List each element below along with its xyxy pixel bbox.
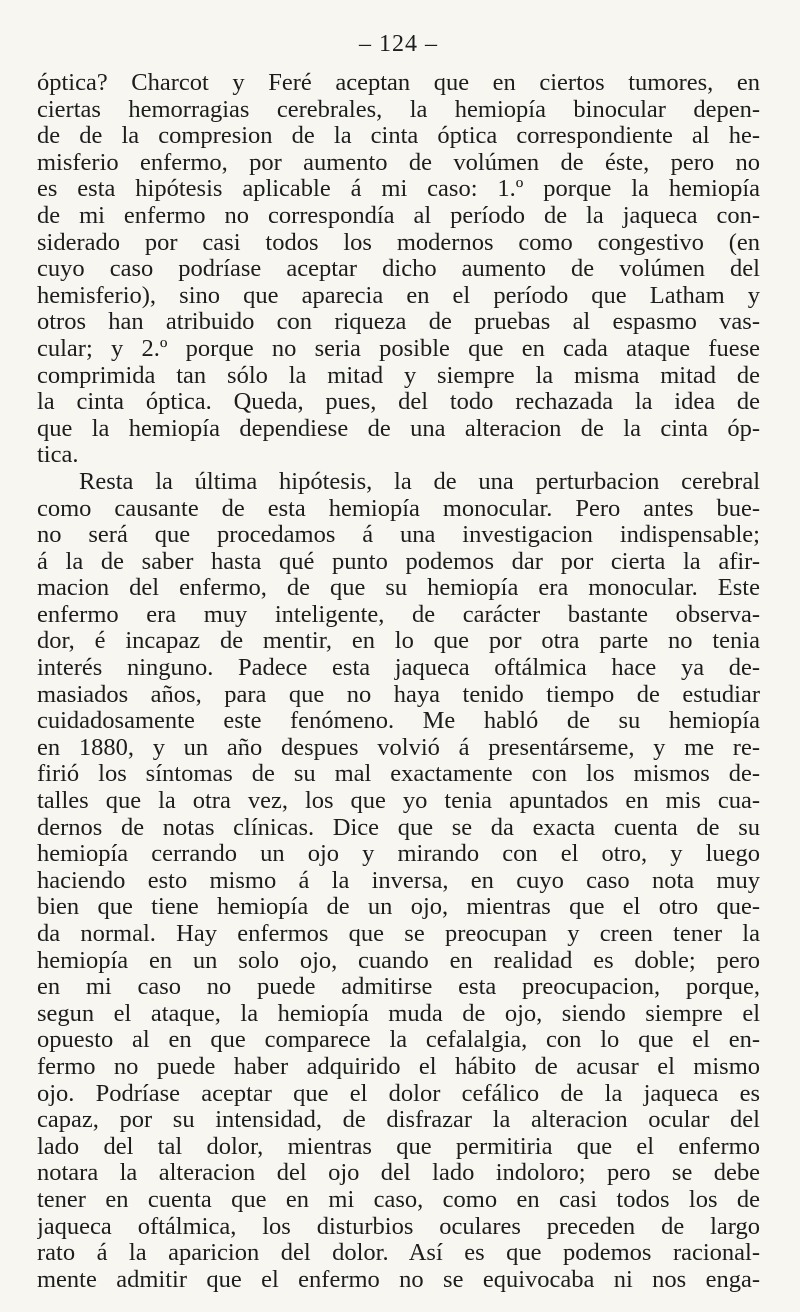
text-line: comprimida tan sólo la mitad y siempre la misma mitad de: [37, 362, 760, 389]
text-line: cular; y 2.º porque no seria posible que en cada ataque fuese: [37, 335, 760, 362]
text-line: rato á la aparicion del dolor. Así es que podemos racional-: [37, 1240, 760, 1267]
text-line: talles que la otra vez, los que yo tenia apuntados en mis cua-: [37, 788, 760, 815]
text-line: de mi enfermo no correspondía al período de la jaqueca con-: [37, 202, 760, 229]
text-line: Resta la última hipótesis, la de una perturbacion cerebral: [79, 468, 760, 495]
text-line: de de la compresion de la cinta óptica correspondiente al he-: [37, 123, 760, 150]
text-line: masiados años, para que no haya tenido tiempo de estudiar: [37, 681, 760, 708]
text-line: óptica? Charcot y Feré aceptan que en ciertos tumores, en: [37, 70, 760, 96]
text-line: la cinta óptica. Queda, pues, del todo rechazada la idea de: [37, 389, 760, 416]
text-line: siderado por casi todos los modernos como congestivo (en: [37, 229, 760, 256]
text-line: notara la alteracion del ojo del lado indoloro; pero se debe: [37, 1160, 760, 1187]
text-line: es esta hipótesis aplicable á mi caso: 1.º porque la hemiopía: [37, 176, 760, 203]
text-line: otros han atribuido con riqueza de pruebas al espasmo vas-: [37, 309, 760, 336]
text-line: bien que tiene hemiopía de un ojo, mientras que el otro que-: [37, 894, 760, 921]
text-line: dor, é incapaz de mentir, en lo que por otra parte no tenia: [37, 628, 760, 655]
text-line: cuyo caso podríase aceptar dicho aumento de volúmen del: [37, 256, 760, 283]
text-line: firió los síntomas de su mal exactamente con los mismos de-: [37, 761, 760, 788]
text-line: en mi caso no puede admitirse esta preocupacion, porque,: [37, 974, 760, 1001]
text-line: capaz, por su intensidad, de disfrazar la alteracion ocular del: [37, 1107, 760, 1134]
text-line: macion del enfermo, de que su hemiopía era monocular. Este: [37, 575, 760, 602]
text-line: opuesto al en que comparece la cefalalgia, con lo que el en-: [37, 1027, 760, 1054]
text-line: dernos de notas clínicas. Dice que se da exacta cuenta de su: [37, 814, 760, 841]
text-line: interés ninguno. Padece esta jaqueca oftálmica hace ya de-: [37, 655, 760, 682]
text-line: haciendo esto mismo á la inversa, en cuyo caso nota muy: [37, 867, 760, 894]
text-line: como causante de esta hemiopía monocular. Pero antes bue-: [37, 495, 760, 522]
text-line: tener en cuenta que en mi caso, como en casi todos los de: [37, 1186, 760, 1213]
text-line: mente admitir que el enfermo no se equivocaba ni nos enga-: [37, 1266, 760, 1293]
text-line: da normal. Hay enfermos que se preocupan y creen tener la: [37, 921, 760, 947]
text-line: cuidadosamente este fenómeno. Me habló de su hemiopía: [37, 708, 760, 735]
text-line: en 1880, y un año despues volvió á presentárseme, y me re-: [37, 734, 760, 761]
text-line: misferio enfermo, por aumento de volúmen de éste, pero no: [37, 149, 760, 176]
text-line: hemiopía cerrando un ojo y mirando con el otro, y luego: [37, 841, 760, 868]
body-text: [37, 70, 760, 1293]
text-line: hemiopía en un solo ojo, cuando en realidad es doble; pero: [37, 947, 760, 974]
text-line: jaqueca oftálmica, los disturbios oculares preceden de largo: [37, 1213, 760, 1240]
text-line: no será que procedamos á una investigacion indispensable;: [37, 522, 760, 549]
text-line: segun el ataque, la hemiopía muda de ojo, siendo siempre el: [37, 1000, 760, 1027]
text-line: ciertas hemorragias cerebrales, la hemiopía binocular depen-: [37, 96, 760, 123]
text-line: enfermo era muy inteligente, de carácter bastante observa-: [37, 601, 760, 628]
text-line: lado del tal dolor, mientras que permitiria que el enfermo: [37, 1133, 760, 1160]
text-line: ojo. Podríase aceptar que el dolor cefálico de la jaqueca es: [37, 1080, 760, 1107]
text-line: tica.: [37, 442, 79, 469]
text-line: que la hemiopía dependiese de una alteracion de la cinta óp-: [37, 415, 760, 442]
page-number: – 124 –: [359, 31, 438, 57]
text-line: fermo no puede haber adquirido el hábito de acusar el mismo: [37, 1053, 760, 1080]
text-line: á la de saber hasta qué punto podemos dar por cierta la afir-: [37, 548, 760, 575]
text-line: hemisferio), sino que aparecia en el período que Latham y: [37, 282, 760, 309]
